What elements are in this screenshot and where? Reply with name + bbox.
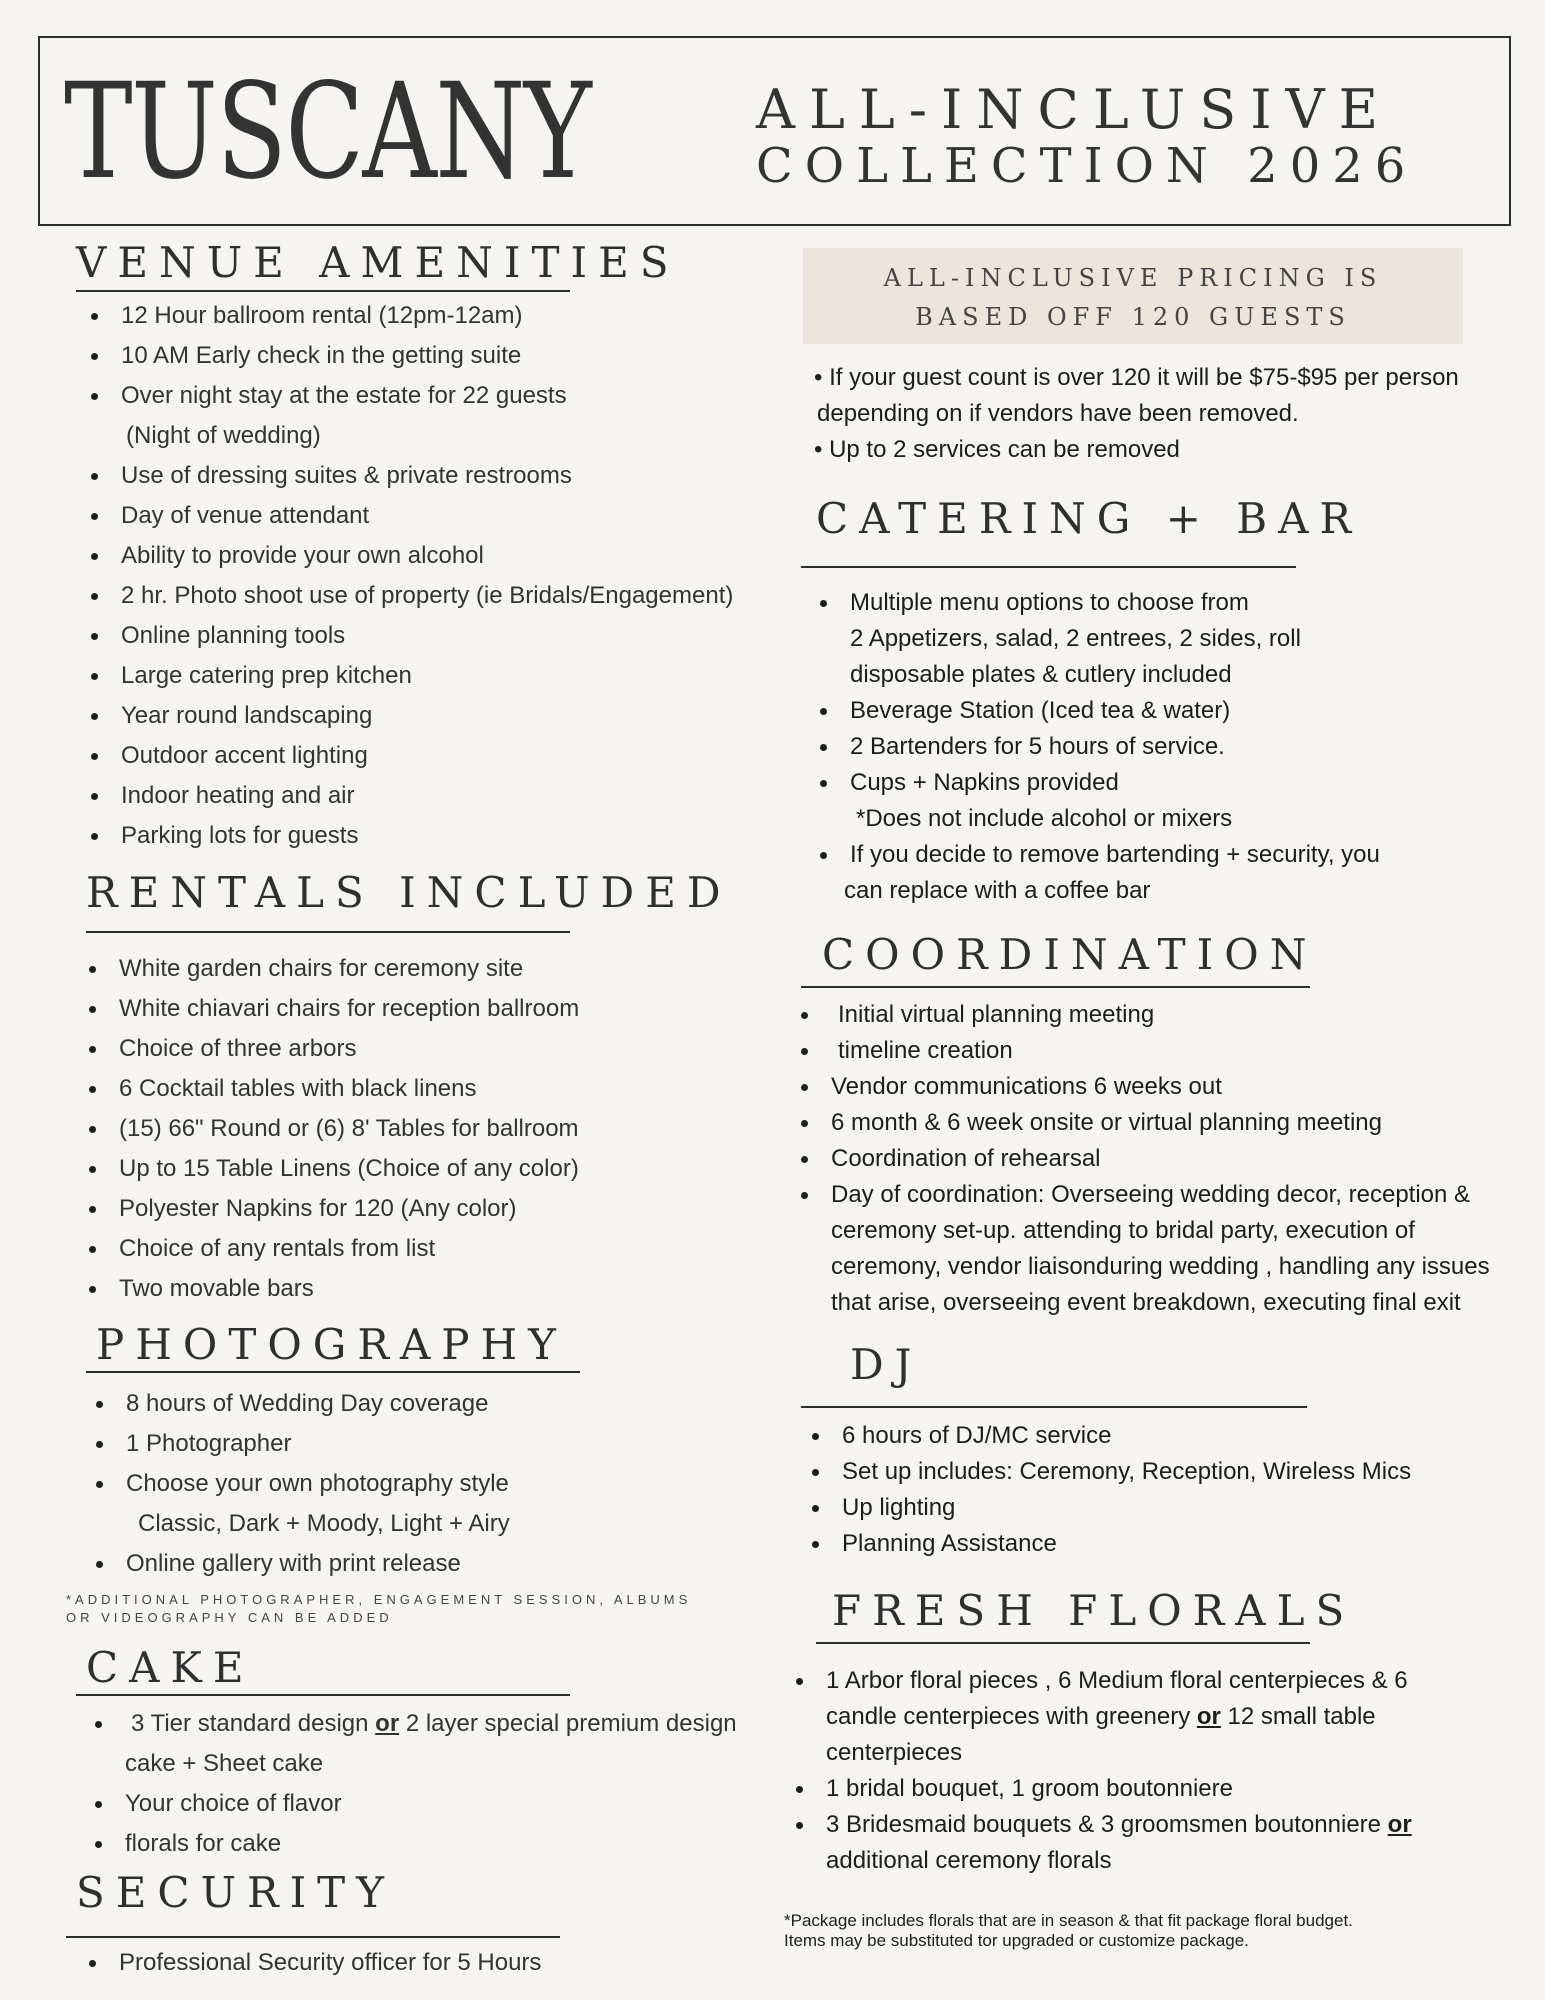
venue-amenities-heading: VENUE AMENITIES [76, 238, 680, 287]
list-item: Initial virtual planning meeting [831, 997, 1490, 1033]
catering-list [844, 585, 1380, 909]
list-item: Indoor heating and air [121, 776, 733, 816]
photography-note-line1: *ADDITIONAL PHOTOGRAPHER, ENGAGEMENT SESSION, ALBUMS [66, 1592, 692, 1607]
coordination-list [831, 997, 1490, 1321]
list-item: Choice of three arbors [119, 1029, 579, 1069]
security-heading: SECURITY [76, 1868, 395, 1917]
list-item: 2 Bartenders for 5 hours of service. [850, 729, 1380, 765]
florals-rule [816, 1642, 1310, 1644]
list-item: 1 Photographer [126, 1424, 510, 1464]
cake-list [125, 1704, 737, 1864]
list-item: Up to 15 Table Linens (Choice of any color) [119, 1149, 579, 1189]
rentals-list [119, 949, 579, 1309]
catering-heading: CATERING + BAR [816, 494, 1363, 543]
list-item: Choice of any rentals from list [119, 1229, 579, 1269]
list-item-continuation: disposable plates & cutlery included [850, 661, 1232, 688]
florals-text-item3: 3 Bridesmaid bouquets & 3 groomsmen boutonniere [826, 1811, 1388, 1838]
list-item: Use of dressing suites & private restrooms [121, 456, 733, 496]
dj-list [842, 1418, 1411, 1562]
list-item-continuation: ceremony, vendor liaisonduring wedding , handling any issues [831, 1253, 1490, 1280]
list-item: 1 bridal bouquet, 1 groom boutonniere [826, 1771, 1412, 1807]
list-item-continuation: additional ceremony florals [826, 1847, 1112, 1874]
cake-rule [76, 1694, 570, 1696]
list-item: Planning Assistance [842, 1526, 1411, 1562]
list-item: Online planning tools [121, 616, 733, 656]
venue-amenities-list [121, 296, 733, 856]
venue-amenities-rule [76, 290, 570, 292]
cake-item-text-b: 2 layer special premium design [399, 1710, 737, 1737]
or-emphasis: or [375, 1710, 400, 1737]
pricing-note-line1: • If your guest count is over 120 it will be $75-$95 per person [814, 364, 1459, 391]
list-item: Multiple menu options to choose from [850, 585, 1380, 621]
list-item: (15) 66" Round or (6) 8' Tables for ballroom [119, 1109, 579, 1149]
list-item: timeline creation [831, 1033, 1490, 1069]
list-item-continuation: (Night of wedding) [126, 422, 321, 449]
list-item: Vendor communications 6 weeks out [831, 1069, 1490, 1105]
pricing-line1: ALL-INCLUSIVE PRICING IS [883, 264, 1383, 292]
florals-footnote-line2: Items may be substituted tor upgraded or customize package. [784, 1931, 1249, 1950]
list-item: 6 month & 6 week onsite or virtual planning meeting [831, 1105, 1490, 1141]
list-item: White chiavari chairs for reception ballroom [119, 989, 579, 1029]
list-item: Coordination of rehearsal [831, 1141, 1490, 1177]
list-item: Professional Security officer for 5 Hours [119, 1943, 541, 1983]
coordination-rule [801, 986, 1310, 988]
list-item: Outdoor accent lighting [121, 736, 733, 776]
coordination-heading: COORDINATION [822, 930, 1318, 979]
florals-heading: FRESH FLORALS [832, 1586, 1356, 1635]
security-list [119, 1943, 541, 1983]
list-item-continuation [826, 1699, 1412, 1735]
florals-text-b: candle centerpieces with greenery [826, 1703, 1197, 1730]
header-subtitle-line1: ALL-INCLUSIVE [756, 78, 1393, 141]
photography-note-line2: OR VIDEOGRAPHY CAN BE ADDED [66, 1610, 393, 1625]
list-item [826, 1807, 1412, 1843]
cake-item-text-a: 3 Tier standard design [131, 1710, 376, 1737]
list-item: Online gallery with print release [126, 1544, 510, 1584]
list-item: Your choice of flavor [125, 1784, 737, 1824]
rentals-rule [86, 931, 570, 933]
florals-list [826, 1663, 1412, 1879]
list-item: Large catering prep kitchen [121, 656, 733, 696]
list-item: White garden chairs for ceremony site [119, 949, 579, 989]
list-item: If you decide to remove bartending + security, you [850, 837, 1380, 873]
brand-title: TUSCANY [64, 55, 591, 209]
list-item-continuation: *Does not include alcohol or mixers [856, 805, 1233, 832]
list-item: 10 AM Early check in the getting suite [121, 336, 733, 376]
photography-rule [86, 1371, 580, 1373]
pricing-line2: BASED OFF 120 GUESTS [915, 303, 1351, 331]
list-item: 8 hours of Wedding Day coverage [126, 1384, 510, 1424]
list-item: 1 Arbor floral pieces , 6 Medium floral centerpieces & 6 [826, 1663, 1412, 1699]
list-item [125, 1704, 737, 1744]
photography-list [126, 1384, 510, 1584]
list-item: Set up includes: Ceremony, Reception, Wireless Mics [842, 1454, 1411, 1490]
list-item: 6 Cocktail tables with black linens [119, 1069, 579, 1109]
list-item: Choose your own photography style [126, 1464, 510, 1504]
florals-footnote-line1: *Package includes florals that are in season & that fit package floral budget. [784, 1911, 1353, 1930]
list-item: 12 Hour ballroom rental (12pm-12am) [121, 296, 733, 336]
catering-rule [801, 566, 1296, 568]
or-emphasis: or [1387, 1811, 1412, 1838]
list-item-continuation: centerpieces [826, 1739, 963, 1766]
list-item: Beverage Station (Iced tea & water) [850, 693, 1380, 729]
rentals-heading: RENTALS INCLUDED [86, 868, 732, 917]
list-item: florals for cake [125, 1824, 737, 1864]
pricing-note-line3: • Up to 2 services can be removed [814, 436, 1180, 463]
list-item: Cups + Napkins provided [850, 765, 1380, 801]
list-item: 2 hr. Photo shoot use of property (ie Bridals/Engagement) [121, 576, 733, 616]
list-item: Parking lots for guests [121, 816, 733, 856]
list-item-continuation: Classic, Dark + Moody, Light + Airy [138, 1510, 510, 1537]
list-item-continuation: can replace with a coffee bar [844, 877, 1151, 904]
florals-text-c: 12 small table [1220, 1703, 1376, 1730]
list-item-continuation: that arise, overseeing event breakdown, executing final exit [831, 1289, 1461, 1316]
list-item-continuation: ceremony set-up. attending to bridal party, execution of [831, 1217, 1415, 1244]
pricing-callout [803, 248, 1463, 344]
list-item-continuation: 2 Appetizers, salad, 2 entrees, 2 sides, roll [850, 625, 1301, 652]
list-item: 6 hours of DJ/MC service [842, 1418, 1411, 1454]
list-item: Year round landscaping [121, 696, 733, 736]
list-item-continuation: cake + Sheet cake [125, 1750, 324, 1777]
list-item: Ability to provide your own alcohol [121, 536, 733, 576]
list-item: Polyester Napkins for 120 (Any color) [119, 1189, 579, 1229]
dj-heading: DJ [850, 1340, 923, 1389]
cake-heading: CAKE [86, 1643, 255, 1692]
header-subtitle-line2: COLLECTION 2026 [756, 138, 1418, 194]
list-item: Over night stay at the estate for 22 guests [121, 376, 733, 416]
list-item: Day of coordination: Overseeing wedding decor, reception & [831, 1177, 1490, 1213]
list-item: Two movable bars [119, 1269, 579, 1309]
or-emphasis: or [1196, 1703, 1221, 1730]
list-item: Up lighting [842, 1490, 1411, 1526]
security-rule [66, 1936, 560, 1938]
list-item: Day of venue attendant [121, 496, 733, 536]
dj-rule [801, 1406, 1307, 1408]
photography-heading: PHOTOGRAPHY [96, 1320, 567, 1369]
pricing-note-line2: depending on if vendors have been removed. [817, 400, 1299, 427]
